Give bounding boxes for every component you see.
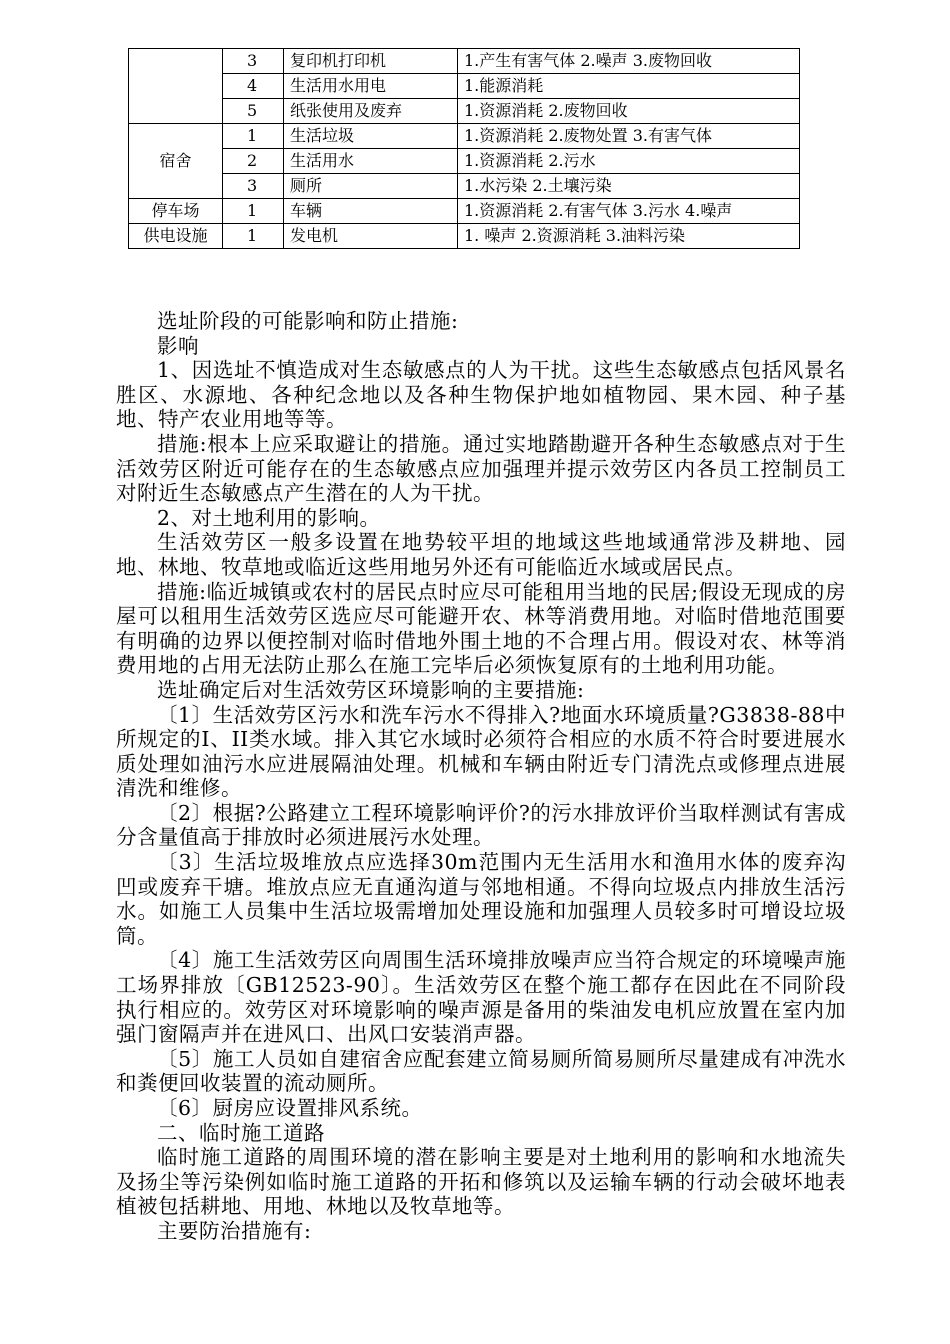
paragraph: 生活效劳区一般多设置在地势较平坦的地域这些地域通常涉及耕地、园地、林地、牧草地或临近这些用地另外还有可能临近水域或居民点。: [116, 530, 846, 579]
area-cell: 供电设施: [129, 224, 223, 249]
paragraph: 〔1〕生活效劳区污水和洗车污水不得排入?地面水环境质量?G3838-88中所规定的I、II类水域。排入其它水域时必须符合相应的水质不符合时要进展水质处理如油污水应进展隔油处理。机械和车辆由附近专门清洗点或修理点进展清洗和维修。: [116, 702, 846, 801]
impact-cell: 1. 噪声 2.资源消耗 3.油料污染: [458, 224, 800, 249]
area-cell: 宿舍: [129, 124, 223, 199]
paragraph: 措施:根本上应采取避让的措施。通过实地踏勘避开各种生态敏感点对于生活效劳区附近可能存在的生态敏感点应加强理并提示效劳区内各员工控制员工对附近生态敏感点产生潜在的人为干扰。: [116, 431, 846, 506]
area-cell: [129, 49, 223, 124]
paragraph: 〔3〕生活垃圾堆放点应选择30m范围内无生活用水和渔用水体的废弃沟凹或废弃干塘。堆放点应无直通沟道与邻地相通。不得向垃圾点内排放生活污水。如施工人员集中生活垃圾需增加处理设施和加强理人员较多时可增设垃圾筒。: [116, 850, 846, 948]
item-cell: 生活用水用电: [284, 74, 458, 99]
section-heading: 选址确定后对生活效劳区环境影响的主要措施:: [157, 677, 585, 702]
item-cell: 发电机: [284, 224, 458, 249]
item-cell: 车辆: [284, 199, 458, 224]
impact-cell: 1.资源消耗 2.废物回收: [458, 99, 800, 124]
paragraph: 〔6〕厨房应设置排风系统。: [157, 1096, 423, 1120]
body-text: [116, 309, 846, 1244]
num-cell: 1: [223, 224, 284, 249]
item-cell: 纸张使用及废弃: [284, 99, 458, 124]
table-row: [129, 74, 800, 99]
item-cell: 生活垃圾: [284, 124, 458, 149]
num-cell: 4: [223, 74, 284, 99]
paragraph: 2、对土地利用的影响。: [157, 505, 381, 530]
item-cell: 厕所: [284, 174, 458, 199]
table-row: [129, 149, 800, 174]
paragraph: 〔2〕根据?公路建立工程环境影响评价?的污水排放评价当取样测试有害成分含量值高于排放时必须进展污水处理。: [116, 800, 846, 850]
num-cell: 1: [223, 124, 284, 149]
table-row: [129, 224, 800, 249]
impact-cell: 1.资源消耗 2.污水: [458, 149, 800, 174]
num-cell: 3: [223, 174, 284, 199]
impact-table: [128, 48, 800, 249]
table-row: [129, 124, 800, 149]
item-cell: 复印机打印机: [284, 49, 458, 74]
impact-cell: 1.能源消耗: [458, 74, 800, 99]
section-heading: 二、临时施工道路: [157, 1120, 325, 1145]
num-cell: 5: [223, 99, 284, 124]
paragraph: 主要防治措施有:: [157, 1218, 312, 1243]
paragraph: 〔5〕施工人员如自建宿舍应配套建立简易厕所简易厕所尽量建成有冲洗水和粪便回收装置的流动厕所。: [116, 1046, 846, 1096]
paragraph: 临时施工道路的周围环境的潜在影响主要是对土地利用的影响和水地流失及扬尘等污染例如临时施工道路的开拓和修筑以及运输车辆的行动会破坏地表植被包括耕地、用地、林地以及牧草地等。: [116, 1145, 846, 1219]
area-cell: 停车场: [129, 199, 223, 224]
paragraph: 措施:临近城镇或农村的居民点时应尽可能租用当地的民居;假设无现成的房屋可以租用生活效劳区选应尽可能避开农、林等消费用地。对临时借地范围要有明确的边界以便控制对临时借地外围土地的不合理占用。假设对农、林等消费用地的占用无法防止那么在施工完毕后必须恢复原有的土地利用功能。: [116, 579, 846, 678]
paragraph: 1、因选址不慎造成对生态敏感点的人为干扰。这些生态敏感点包括风景名胜区、水源地、各种纪念地以及各种生物保护地如植物园、果木园、种子基地、特产农业用地等等。: [116, 358, 846, 432]
num-cell: 1: [223, 199, 284, 224]
num-cell: 2: [223, 149, 284, 174]
table-row: [129, 99, 800, 124]
impact-cell: 1.资源消耗 2.废物处置 3.有害气体: [458, 124, 800, 149]
table-row: [129, 49, 800, 74]
item-cell: 生活用水: [284, 149, 458, 174]
impact-cell: 1.资源消耗 2.有害气体 3.污水 4.噪声: [458, 199, 800, 224]
impact-cell: 1.产生有害气体 2.噪声 3.废物回收: [458, 49, 800, 74]
table-row: [129, 199, 800, 224]
section-heading: 选址阶段的可能影响和防止措施:: [157, 309, 459, 333]
table-row: [129, 174, 800, 199]
impact-cell: 1.水污染 2.土壤污染: [458, 174, 800, 199]
subheading: 影响: [157, 333, 199, 358]
paragraph: 〔4〕施工生活效劳区向周围生活环境排放噪声应当符合规定的环境噪声施工场界排放〔GB12523-90〕。生活效劳区在整个施工都存在因此在不同阶段执行相应的。效劳区对环境影响的噪声源是备用的柴油发电机应放置在室内加强门窗隔声并在进风口、出风口安装消声器。: [116, 948, 846, 1047]
num-cell: 3: [223, 49, 284, 74]
impact-table-wrap: [128, 48, 800, 249]
